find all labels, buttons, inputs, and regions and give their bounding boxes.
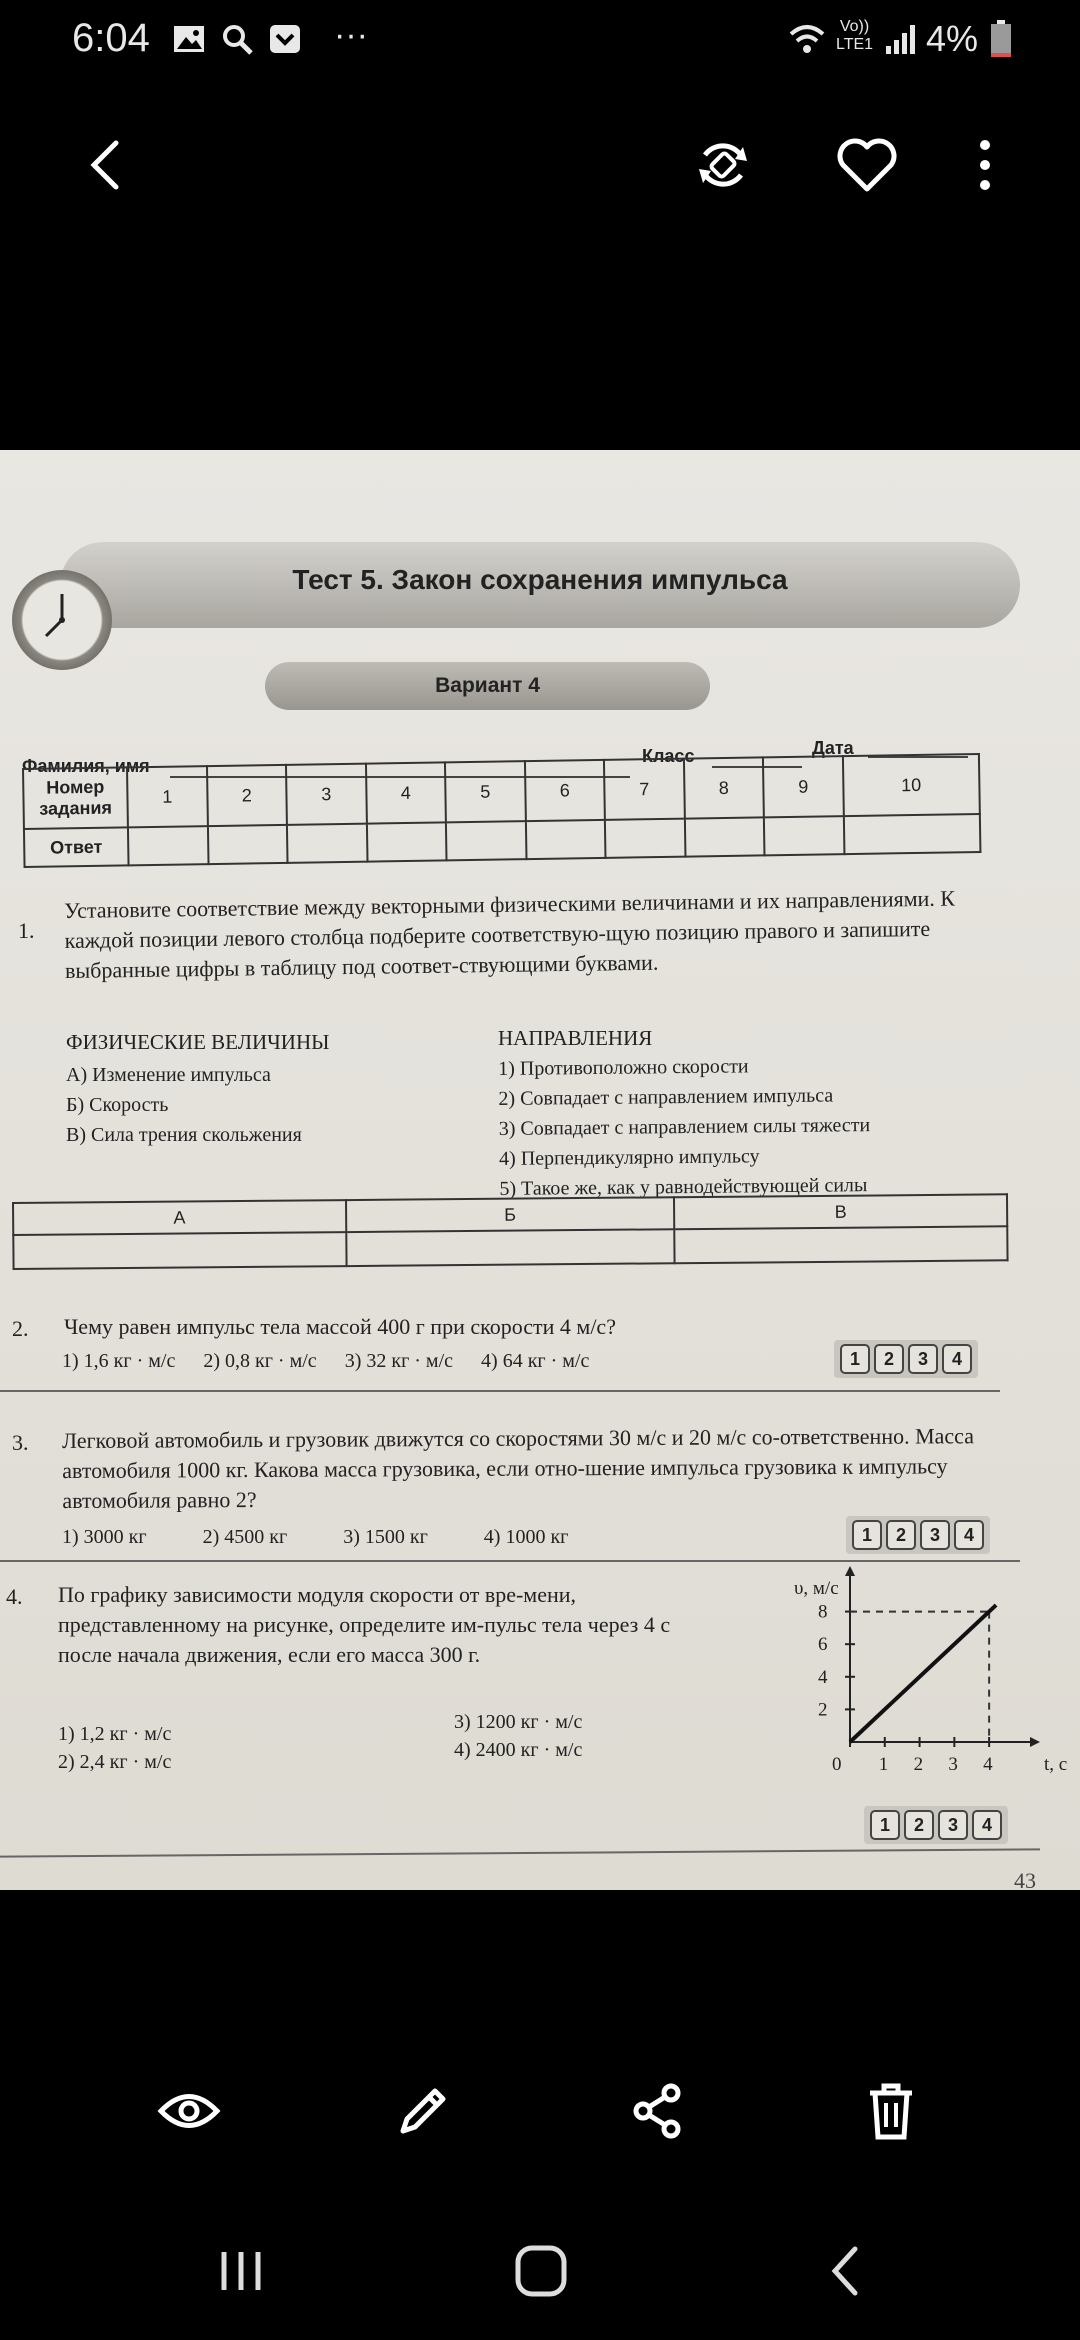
battery-icon [990,20,1012,58]
volte-label: Vo)) [839,18,870,35]
photo-view[interactable] [0,450,1080,1893]
page-title: Тест 5. Закон сохранения импульса [292,564,788,595]
back-button[interactable] [60,120,150,210]
favorite-button[interactable] [822,120,912,210]
back-icon [80,135,130,195]
x-axis-arrow [1030,1737,1040,1747]
task-number: 4 [366,762,446,823]
q2-text: Чему равен импульс тела массой 400 г при скорости 4 м/с? [64,1314,616,1339]
rotate-icon [691,133,755,197]
edit-icon [395,2083,451,2139]
task-number: 9 [763,756,843,817]
chart-series [850,1605,996,1742]
clock-icon [12,570,112,670]
more-vert-icon [975,135,995,195]
recents-icon [216,2248,266,2294]
col-b: Б [346,1197,675,1232]
q1-text: Установите соответствие между векторными физическими величинами и их направлениями. К каждой позиции левого столбца подберите соответствую-щую позицию правого и запишите выбранные цифры в таблицу под соответ-ствующими буквами. [64,885,956,983]
x-tick-label: 0 [832,1754,842,1775]
title-banner [60,542,1020,628]
task-number: 5 [445,761,525,822]
task-number: 2 [207,765,287,826]
q4-number: 4. [6,1584,23,1609]
col-c: В [674,1194,1007,1229]
pocket-icon [268,22,302,56]
y-axis-arrow [845,1566,855,1576]
share-button[interactable] [612,2066,702,2156]
nav-back-button[interactable] [800,2226,890,2316]
delete-icon [866,2081,916,2141]
network-label: LTE1 [836,36,874,53]
variant-label: Вариант 4 [265,662,710,710]
delete-button[interactable] [846,2066,936,2156]
series-line [850,1605,996,1742]
y-axis-label: υ, м/с [794,1578,839,1599]
gallery-icon [172,22,206,56]
details-button[interactable] [144,2066,234,2156]
answer-table [22,753,981,868]
home-button[interactable] [496,2226,586,2316]
x-tick-label: 2 [913,1754,924,1775]
edit-button[interactable] [378,2066,468,2156]
task-number: 10 [843,754,980,816]
field-name-label: Фамилия, имя [22,756,150,776]
y-tick-label: 2 [818,1699,828,1721]
q4-text: По графику зависимости модуля скорости от вре-мени, представленному на рисунке, определите им-пульс тела через 4 с после начала движения, если его масса 300 г. [58,1582,671,1667]
rotate-button[interactable] [678,120,768,210]
task-number: 3 [286,764,366,825]
y-tick-label: 6 [818,1634,828,1656]
more-notifications-icon: ··· [334,16,368,54]
recents-button[interactable] [196,2226,286,2316]
q1-answer-table [12,1193,1009,1270]
task-number: 6 [525,760,605,821]
status-bar [0,0,1080,80]
worksheet-page [0,450,1080,1893]
page-number: 43 [1014,1868,1036,1893]
heart-icon [835,135,899,195]
q4-answer-badge: 1 2 3 4 [864,1806,1008,1844]
q3-number: 3. [12,1430,29,1455]
x-tick-label: 4 [983,1754,993,1775]
field-class-label: Класс [642,746,695,766]
q1-number: 1. [18,918,35,943]
x-axis-label: t, с [1044,1754,1068,1775]
status-time: 6:04 [72,16,150,60]
q3-text: Легковой автомобиль и грузовик движутся со скоростями 30 м/с и 20 м/с со-ответственно. Масса автомобиля 1000 кг. Какова масса грузовика, если отно-шение импульса грузовика к импульсу автомобиля равно 2? [62,1423,975,1513]
nav-back-icon [825,2243,865,2299]
y-tick-label: 8 [818,1601,828,1623]
x-tick-label: 3 [948,1754,958,1775]
q1-left-list: А) Изменение импульса Б) Скорость В) Сила трения скольжения [66,1064,302,1146]
q3-answer-badge: 1 2 3 4 [846,1516,990,1554]
x-tick-label: 1 [878,1754,889,1775]
share-icon [629,2083,685,2139]
task-number: 1 [127,766,207,827]
q1-right-header: НАПРАВЛЕНИЯ [498,1026,653,1050]
home-icon [513,2243,569,2299]
velocity-time-chart [740,1570,1068,1775]
row-label-answer: Ответ [24,827,129,867]
field-date-label: Дата [812,738,854,758]
q4-options-left: 1) 1,2 кг · м/с 2) 2,4 кг · м/с [58,1723,172,1773]
q2-number: 2. [12,1316,29,1341]
q1-left-header: ФИЗИЧЕСКИЕ ВЕЛИЧИНЫ [66,1030,330,1054]
more-options-button[interactable] [940,120,1030,210]
q2-answer-badge: 1 2 3 4 [834,1340,978,1378]
task-number: 8 [684,757,764,818]
row-label-number: Номер задания [23,767,128,829]
q1-right-list: 1) Противоположно скорости 2) Совпадает с направлением импульса 3) Совпадает с направлением силы тяжести 4) Перпендикулярно импульсу 5) Такое же, как у равнодействующей силы [498,1055,871,1200]
q4-options-right: 3) 1200 кг · м/с 4) 2400 кг · м/с [454,1711,583,1761]
task-number: 7 [604,759,684,820]
search-icon [220,22,254,56]
signal-icon [884,22,918,56]
y-tick-label: 4 [818,1666,828,1688]
wifi-icon [788,20,826,58]
eye-icon [157,2086,221,2136]
q3-options: 1) 3000 кг 2) 4500 кг 3) 1500 кг 4) 1000 кг [62,1526,569,1548]
col-a: А [13,1200,346,1235]
q2-options: 1) 1,6 кг · м/с 2) 0,8 кг · м/с 3) 32 кг · м/с 4) 64 кг · м/с [62,1350,590,1372]
battery-percent: 4% [926,18,979,59]
